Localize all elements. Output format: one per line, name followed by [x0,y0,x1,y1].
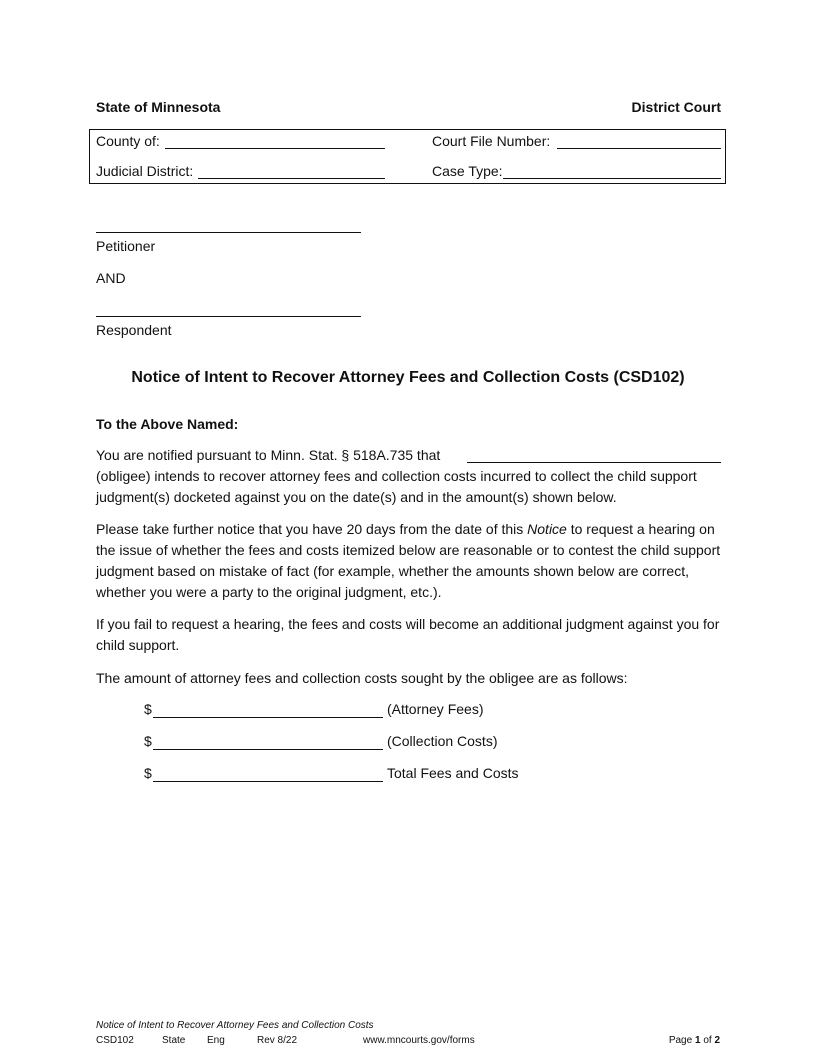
county-field[interactable] [165,148,385,149]
petitioner-name-field[interactable] [96,232,361,233]
footer-jurisdiction: State [162,1035,186,1046]
footer-revision: Rev 8/22 [257,1035,298,1046]
notice-paragraph-2 [96,519,722,603]
respondent-label: Respondent [96,322,172,338]
petitioner-label: Petitioner [96,238,156,254]
footer-language: Eng [207,1035,225,1046]
p2-before: Please take further notice that you have 20 days from the date of this [96,521,524,537]
footer-page-number [669,1035,720,1046]
notice-paragraph-1-prefix: You are notified pursuant to Minn. Stat. § 518A.735 that [96,447,441,463]
page-prefix: Page [668,1035,693,1046]
court-heading: District Court [631,99,721,115]
currency-symbol: $ [144,765,152,781]
fee-label: (Collection Costs) [387,733,498,749]
state-heading: State of Minnesota [96,99,221,115]
salutation: To the Above Named: [96,416,239,432]
notice-paragraph-3: If you fail to request a hearing, the fees and costs will become an additional judgment against you for child support. [96,616,720,653]
total-fees-amount-field[interactable] [153,781,383,782]
notice-paragraph-4: The amount of attorney fees and collection costs sought by the obligee are as follows: [96,670,628,686]
case-type-field[interactable] [503,178,721,179]
footer-website[interactable]: www.mncourts.gov/forms [363,1035,475,1046]
county-label: County of: [96,133,160,149]
fee-label: (Attorney Fees) [387,701,484,717]
p2-after: to request a hearing on the issue of whether the fees and costs itemized below are reasonable or to contest the child support judgment based on mistake of fact (for example, whether the amounts shown below are correct, whether you were a party to the original judgment, etc.). [96,521,721,600]
judicial-district-label: Judicial District: [96,163,194,179]
judicial-district-field[interactable] [198,178,385,179]
footer-form-title: Notice of Intent to Recover Attorney Fees and Collection Costs [96,1020,374,1031]
page-of: of [703,1035,712,1046]
obligee-name-field[interactable] [467,462,721,463]
respondent-name-field[interactable] [96,316,361,317]
currency-symbol: $ [144,701,152,717]
and-label: AND [96,270,126,286]
footer-form-code: CSD102 [96,1035,134,1046]
court-file-number-label: Court File Number: [432,133,551,149]
p2-italic-notice: Notice [527,521,567,537]
attorney-fees-amount-field[interactable] [153,717,383,718]
collection-costs-amount-field[interactable] [153,749,383,750]
court-file-number-field[interactable] [557,148,721,149]
fee-label: Total Fees and Costs [387,765,519,781]
case-type-label: Case Type: [432,163,503,179]
page-total: 2 [714,1035,720,1046]
notice-paragraph-1: (obligee) intends to recover attorney fees and collection costs incurred to collect the child support judgment(s) docketed against you on the date(s) and in the amount(s) shown below. [96,468,697,505]
currency-symbol: $ [144,733,152,749]
page-title: Notice of Intent to Recover Attorney Fees and Collection Costs (CSD102) [131,369,685,386]
page-current: 1 [694,1035,701,1046]
